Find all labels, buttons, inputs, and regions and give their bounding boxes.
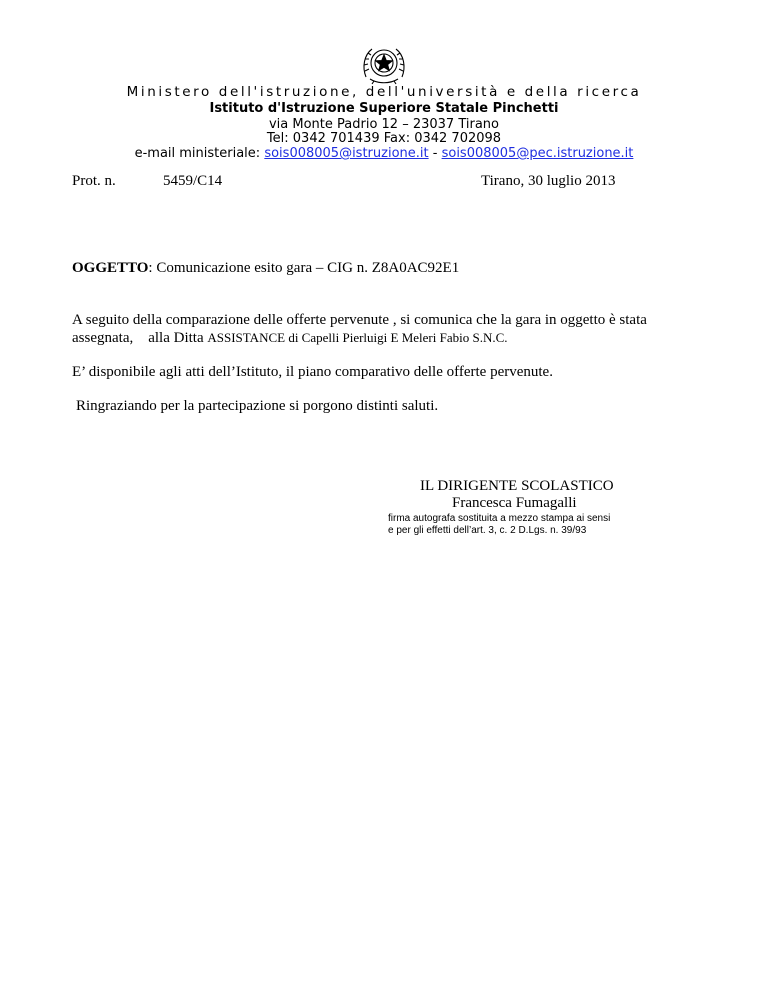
signature-note-line-2: e per gli effetti dell’art. 3, c. 2 D.Lgs. n. 39/93 (388, 525, 587, 536)
email-line (0, 146, 768, 161)
email-label: e-mail ministeriale: (134, 146, 261, 161)
email-separator: - (432, 146, 438, 161)
assignment-prefix: assegnata, alla Ditta (72, 330, 208, 346)
email-link-istruzione[interactable]: sois008005@istruzione.it (264, 146, 429, 161)
subject-line (72, 260, 459, 277)
signature-note-line-1: firma autografa sostituita a mezzo stampa ai sensi (388, 513, 611, 524)
body-paragraph-1-line-2 (72, 330, 508, 347)
ministry-heading: Ministero dell'istruzione, dell'università e della ricerca (126, 84, 642, 100)
body-paragraph-2: E’ disponibile agli atti dell’Istituto, il piano comparativo delle offerte pervenute. (72, 364, 553, 380)
email-link-pec[interactable]: sois008005@pec.istruzione.it (441, 146, 634, 161)
body-paragraph-3: Ringraziando per la partecipazione si porgono distinti saluti. (76, 398, 439, 414)
signature-note (388, 513, 618, 537)
protocol-number: 5459/C14 (163, 173, 223, 189)
protocol-label: Prot. n. (72, 173, 116, 189)
school-phones: Tel: 0342 701439 Fax: 0342 702098 (266, 131, 502, 146)
school-name: Istituto d'Istruzione Superiore Statale Pinchetti (209, 101, 559, 116)
signature-title: IL DIRIGENTE SCOLASTICO (420, 478, 614, 494)
signature-name: Francesca Fumagalli (452, 495, 577, 511)
subject-label: OGGETTO (72, 260, 149, 276)
italian-republic-emblem-icon (360, 41, 408, 85)
subject-text: : Comunicazione esito gara – CIG n. Z8A0AC92E1 (148, 260, 460, 276)
place-date: Tirano, 30 luglio 2013 (481, 173, 616, 189)
body-paragraph-1-line-1: A seguito della comparazione delle offerte pervenute , si comunica che la gara in oggetto è stata (72, 312, 647, 328)
school-address: via Monte Padrio 12 – 23037 Tirano (268, 117, 499, 132)
company-name: ASSISTANCE di Capelli Pierluigi E Meleri Fabio S.N.C. (207, 330, 508, 345)
